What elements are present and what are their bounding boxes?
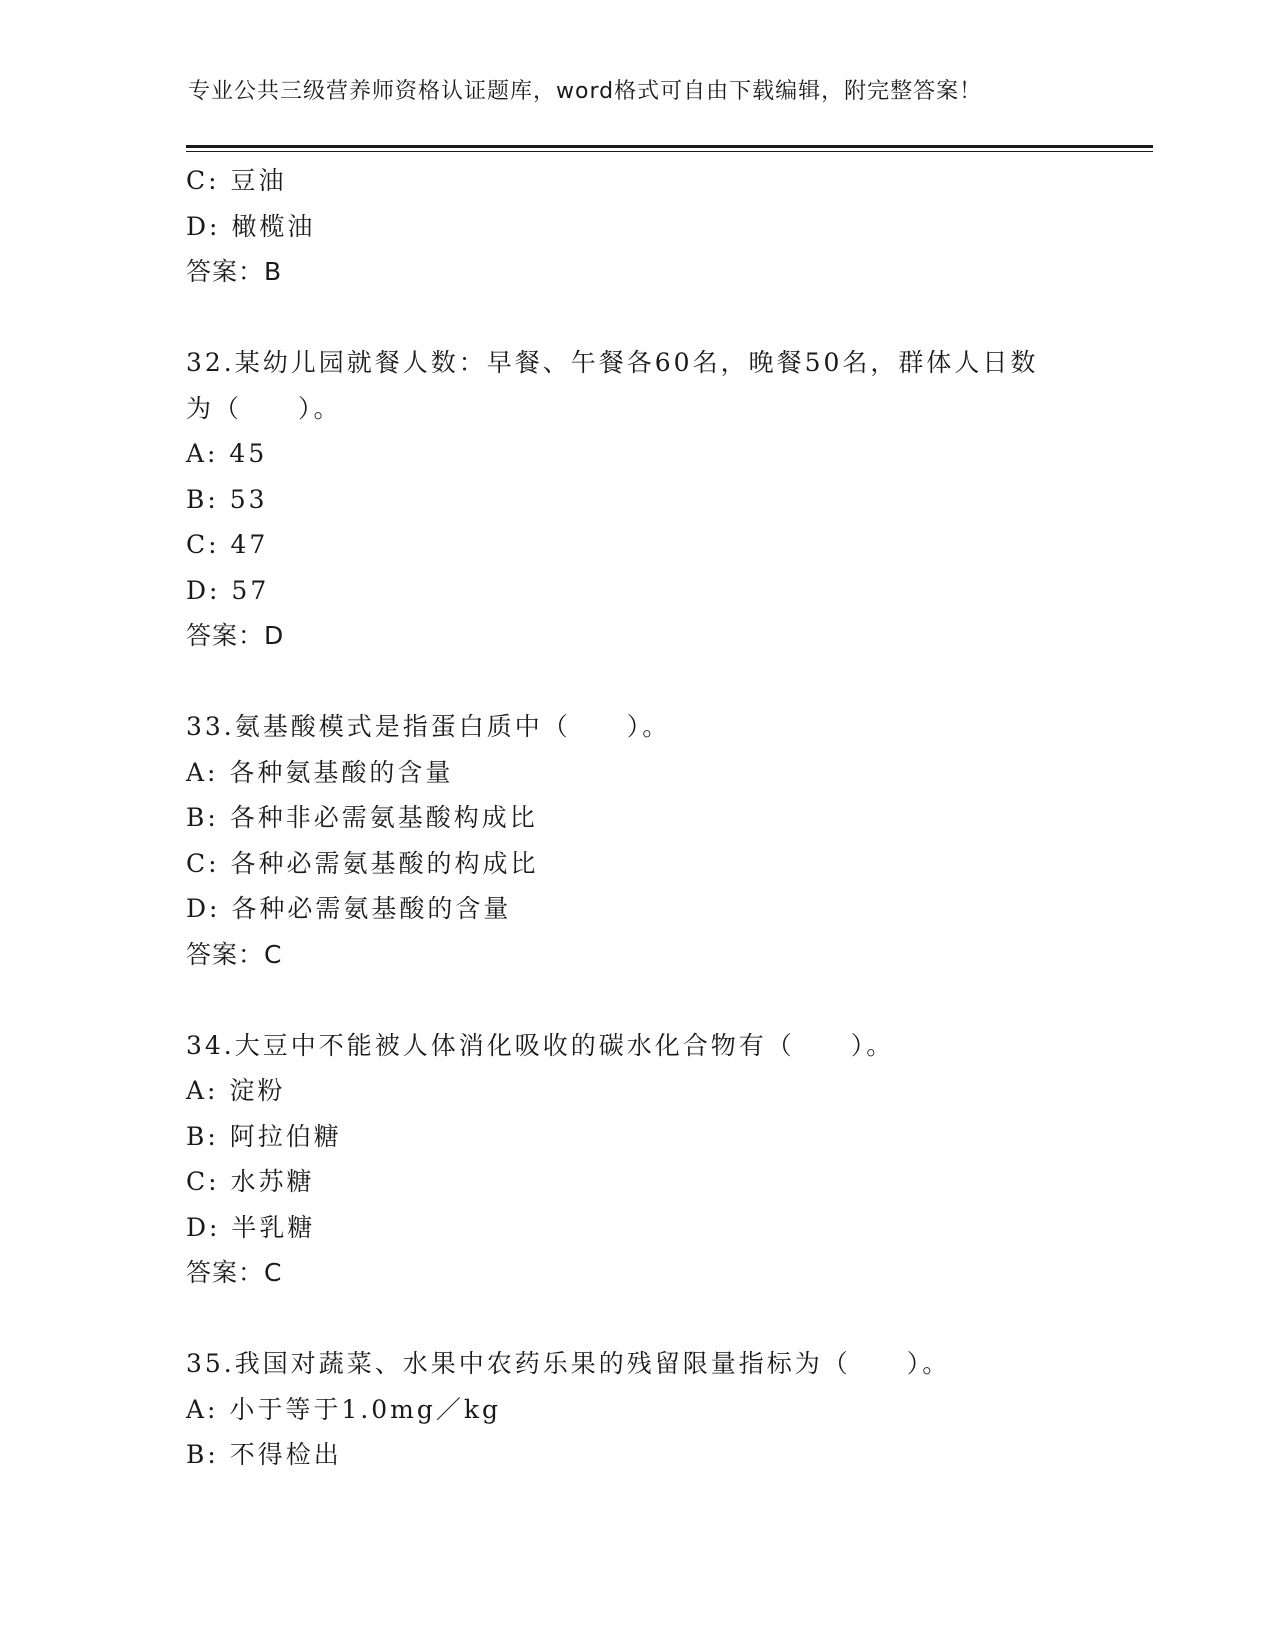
spacer: [186, 295, 1086, 341]
header-rule-thick: [186, 145, 1153, 148]
option-line: C: 水苏糖: [186, 1167, 315, 1196]
spacer: [186, 659, 1086, 705]
option-line: A: 淀粉: [186, 1076, 286, 1105]
question-line: 为（ ）。: [186, 393, 342, 423]
answer-line: 答案：B: [186, 257, 283, 286]
question-block: [186, 340, 1086, 659]
option-line: A: 小于等于1.0mg／kg: [186, 1394, 502, 1424]
question-block: [186, 1023, 1086, 1296]
option-line: D: 半乳糖: [186, 1212, 316, 1242]
option-line: D: 57: [186, 575, 270, 605]
option-line: A: 各种氨基酸的含量: [186, 757, 454, 787]
question-line: 35.我国对蔬菜、水果中农药乐果的残留限量指标为（ ）。: [186, 1349, 951, 1378]
header-rule-thin: [186, 151, 1153, 152]
question-block: [186, 1341, 1086, 1478]
option-line: B: 各种非必需氨基酸构成比: [186, 803, 538, 832]
answer-line: 答案：D: [186, 621, 285, 650]
option-line: B: 阿拉伯糖: [186, 1121, 342, 1151]
answer-line: 答案：C: [186, 939, 283, 969]
question-block: [186, 158, 1086, 295]
option-line: D: 各种必需氨基酸的含量: [186, 894, 512, 923]
question-block: [186, 704, 1086, 977]
question-line: 34.大豆中不能被人体消化吸收的碳水化合物有（ ）。: [186, 1030, 895, 1060]
option-line: B: 不得检出: [186, 1440, 342, 1469]
question-line: 32.某幼儿园就餐人数：早餐、午餐各60名，晚餐50名，群体人日数: [186, 348, 1039, 377]
option-line: D: 橄榄油: [186, 211, 316, 241]
spacer: [186, 977, 1086, 1023]
page-header: 专业公共三级营养师资格认证题库，word格式可自由下载编辑，附完整答案！: [188, 79, 983, 104]
answer-line: 答案：C: [186, 1258, 283, 1287]
spacer: [186, 1296, 1086, 1342]
question-content: [186, 158, 1086, 1478]
option-line: C: 豆油: [186, 166, 287, 195]
option-line: B: 53: [186, 484, 268, 514]
option-line: A: 45: [186, 439, 268, 468]
option-line: C: 各种必需氨基酸的构成比: [186, 848, 539, 878]
question-line: 33.氨基酸模式是指蛋白质中（ ）。: [186, 712, 671, 741]
option-line: C: 47: [186, 530, 269, 559]
